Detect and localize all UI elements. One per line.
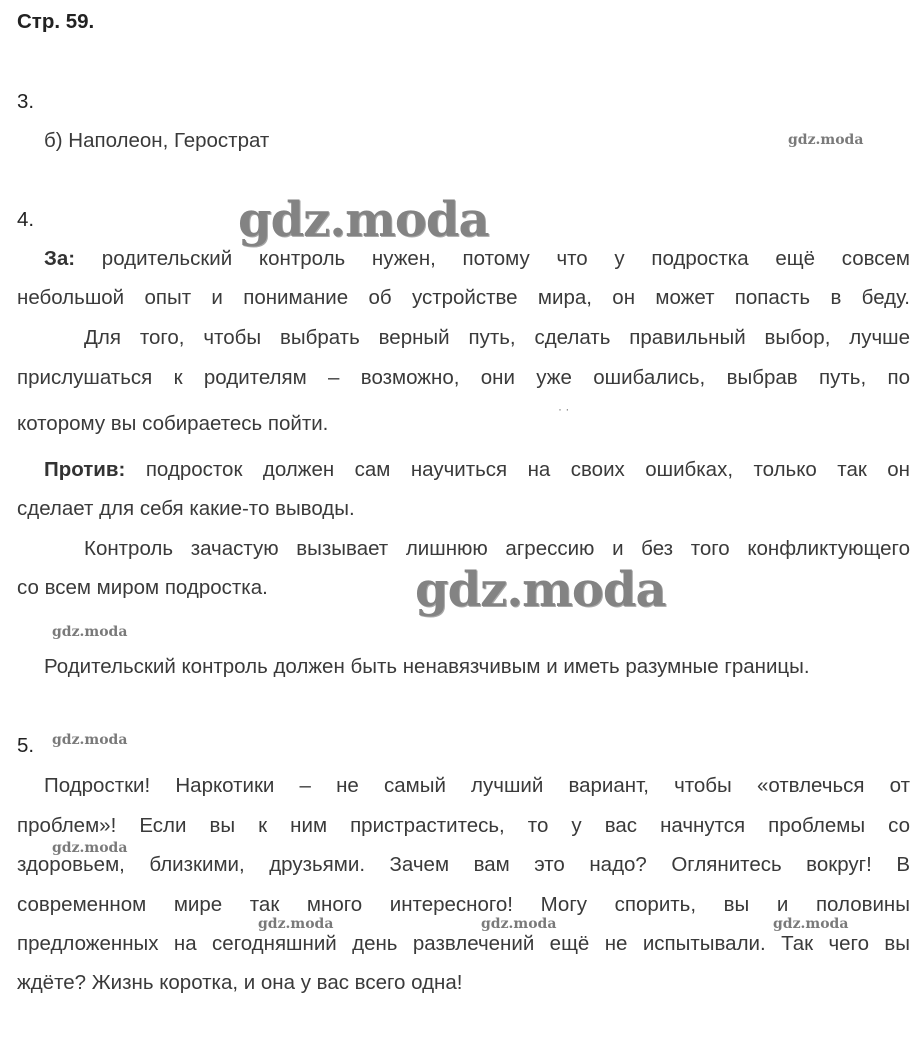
question-4-conclusion: Родительский контроль должен быть ненавязчивым и иметь разумные границы. bbox=[44, 655, 810, 678]
question-4-pro-line-2: небольшой опыт и понимание об устройстве мира, он может попасть в беду. bbox=[17, 286, 910, 309]
question-4-con-line-4: со всем миром подростка. bbox=[17, 576, 268, 599]
watermark-small: gdz.moda bbox=[773, 916, 849, 932]
watermark-small: gdz.moda bbox=[788, 132, 864, 148]
con-label: Против: bbox=[44, 458, 126, 481]
question-4-pro-line-1 bbox=[44, 247, 910, 271]
pro-label: За: bbox=[44, 247, 76, 270]
question-5-line-3: здоровьем, близкими, друзьями. Зачем вам это надо? Оглянитесь вокруг! В bbox=[17, 853, 910, 876]
question-4-con-line-1 bbox=[44, 458, 910, 482]
watermark-large: gdz.moda bbox=[415, 562, 666, 618]
pro-text-1: родительский контроль нужен, потому что у подростка ещё совсем bbox=[101, 247, 910, 270]
question-5-line-6: ждёте? Жизнь коротка, и она у вас всего одна! bbox=[17, 971, 463, 994]
question-4-pro-line-3: Для того, чтобы выбрать верный путь, сделать правильный выбор, лучше bbox=[84, 326, 910, 349]
question-4-pro-line-5: которому вы собираетесь пойти. bbox=[17, 412, 329, 435]
question-4-number: 4. bbox=[17, 208, 35, 231]
question-3-number: 3. bbox=[17, 90, 35, 113]
watermark-small: gdz.moda bbox=[52, 732, 128, 748]
question-5-line-1: Подростки! Наркотики – не самый лучший вариант, чтобы «отвлечься от bbox=[44, 774, 910, 797]
question-5-number: 5. bbox=[17, 734, 35, 757]
watermark-small: gdz.moda bbox=[52, 624, 128, 640]
question-4-pro-line-4: прислушаться к родителям – возможно, они уже ошибались, выбрав путь, по bbox=[17, 366, 910, 389]
question-3-answer: б) Наполеон, Герострат bbox=[44, 129, 270, 152]
watermark-small: gdz.moda bbox=[481, 916, 557, 932]
page-title: Стр. 59. bbox=[17, 10, 95, 33]
question-5-line-2: проблем»! Если вы к ним пристраститесь, то у вас начнутся проблемы со bbox=[17, 814, 910, 837]
question-5-line-5: предложенных на сегодняшний день развлечений ещё не испытывали. Так чего вы bbox=[17, 932, 910, 955]
watermark-small: gdz.moda bbox=[258, 916, 334, 932]
question-5-line-4: современном мире так много интересного! Могу спорить, вы и половины bbox=[17, 893, 910, 916]
question-4-con-line-3: Контроль зачастую вызывает лишнюю агрессию и без того конфликтующего bbox=[84, 537, 910, 560]
watermark-small: gdz.moda bbox=[52, 840, 128, 856]
watermark-large: gdz.moda bbox=[238, 192, 489, 248]
con-text-1: подросток должен сам научиться на своих ошибках, только так он bbox=[145, 458, 910, 481]
watermark-specks: · · bbox=[558, 402, 570, 416]
question-4-con-line-2: сделает для себя какие-то выводы. bbox=[17, 497, 355, 520]
